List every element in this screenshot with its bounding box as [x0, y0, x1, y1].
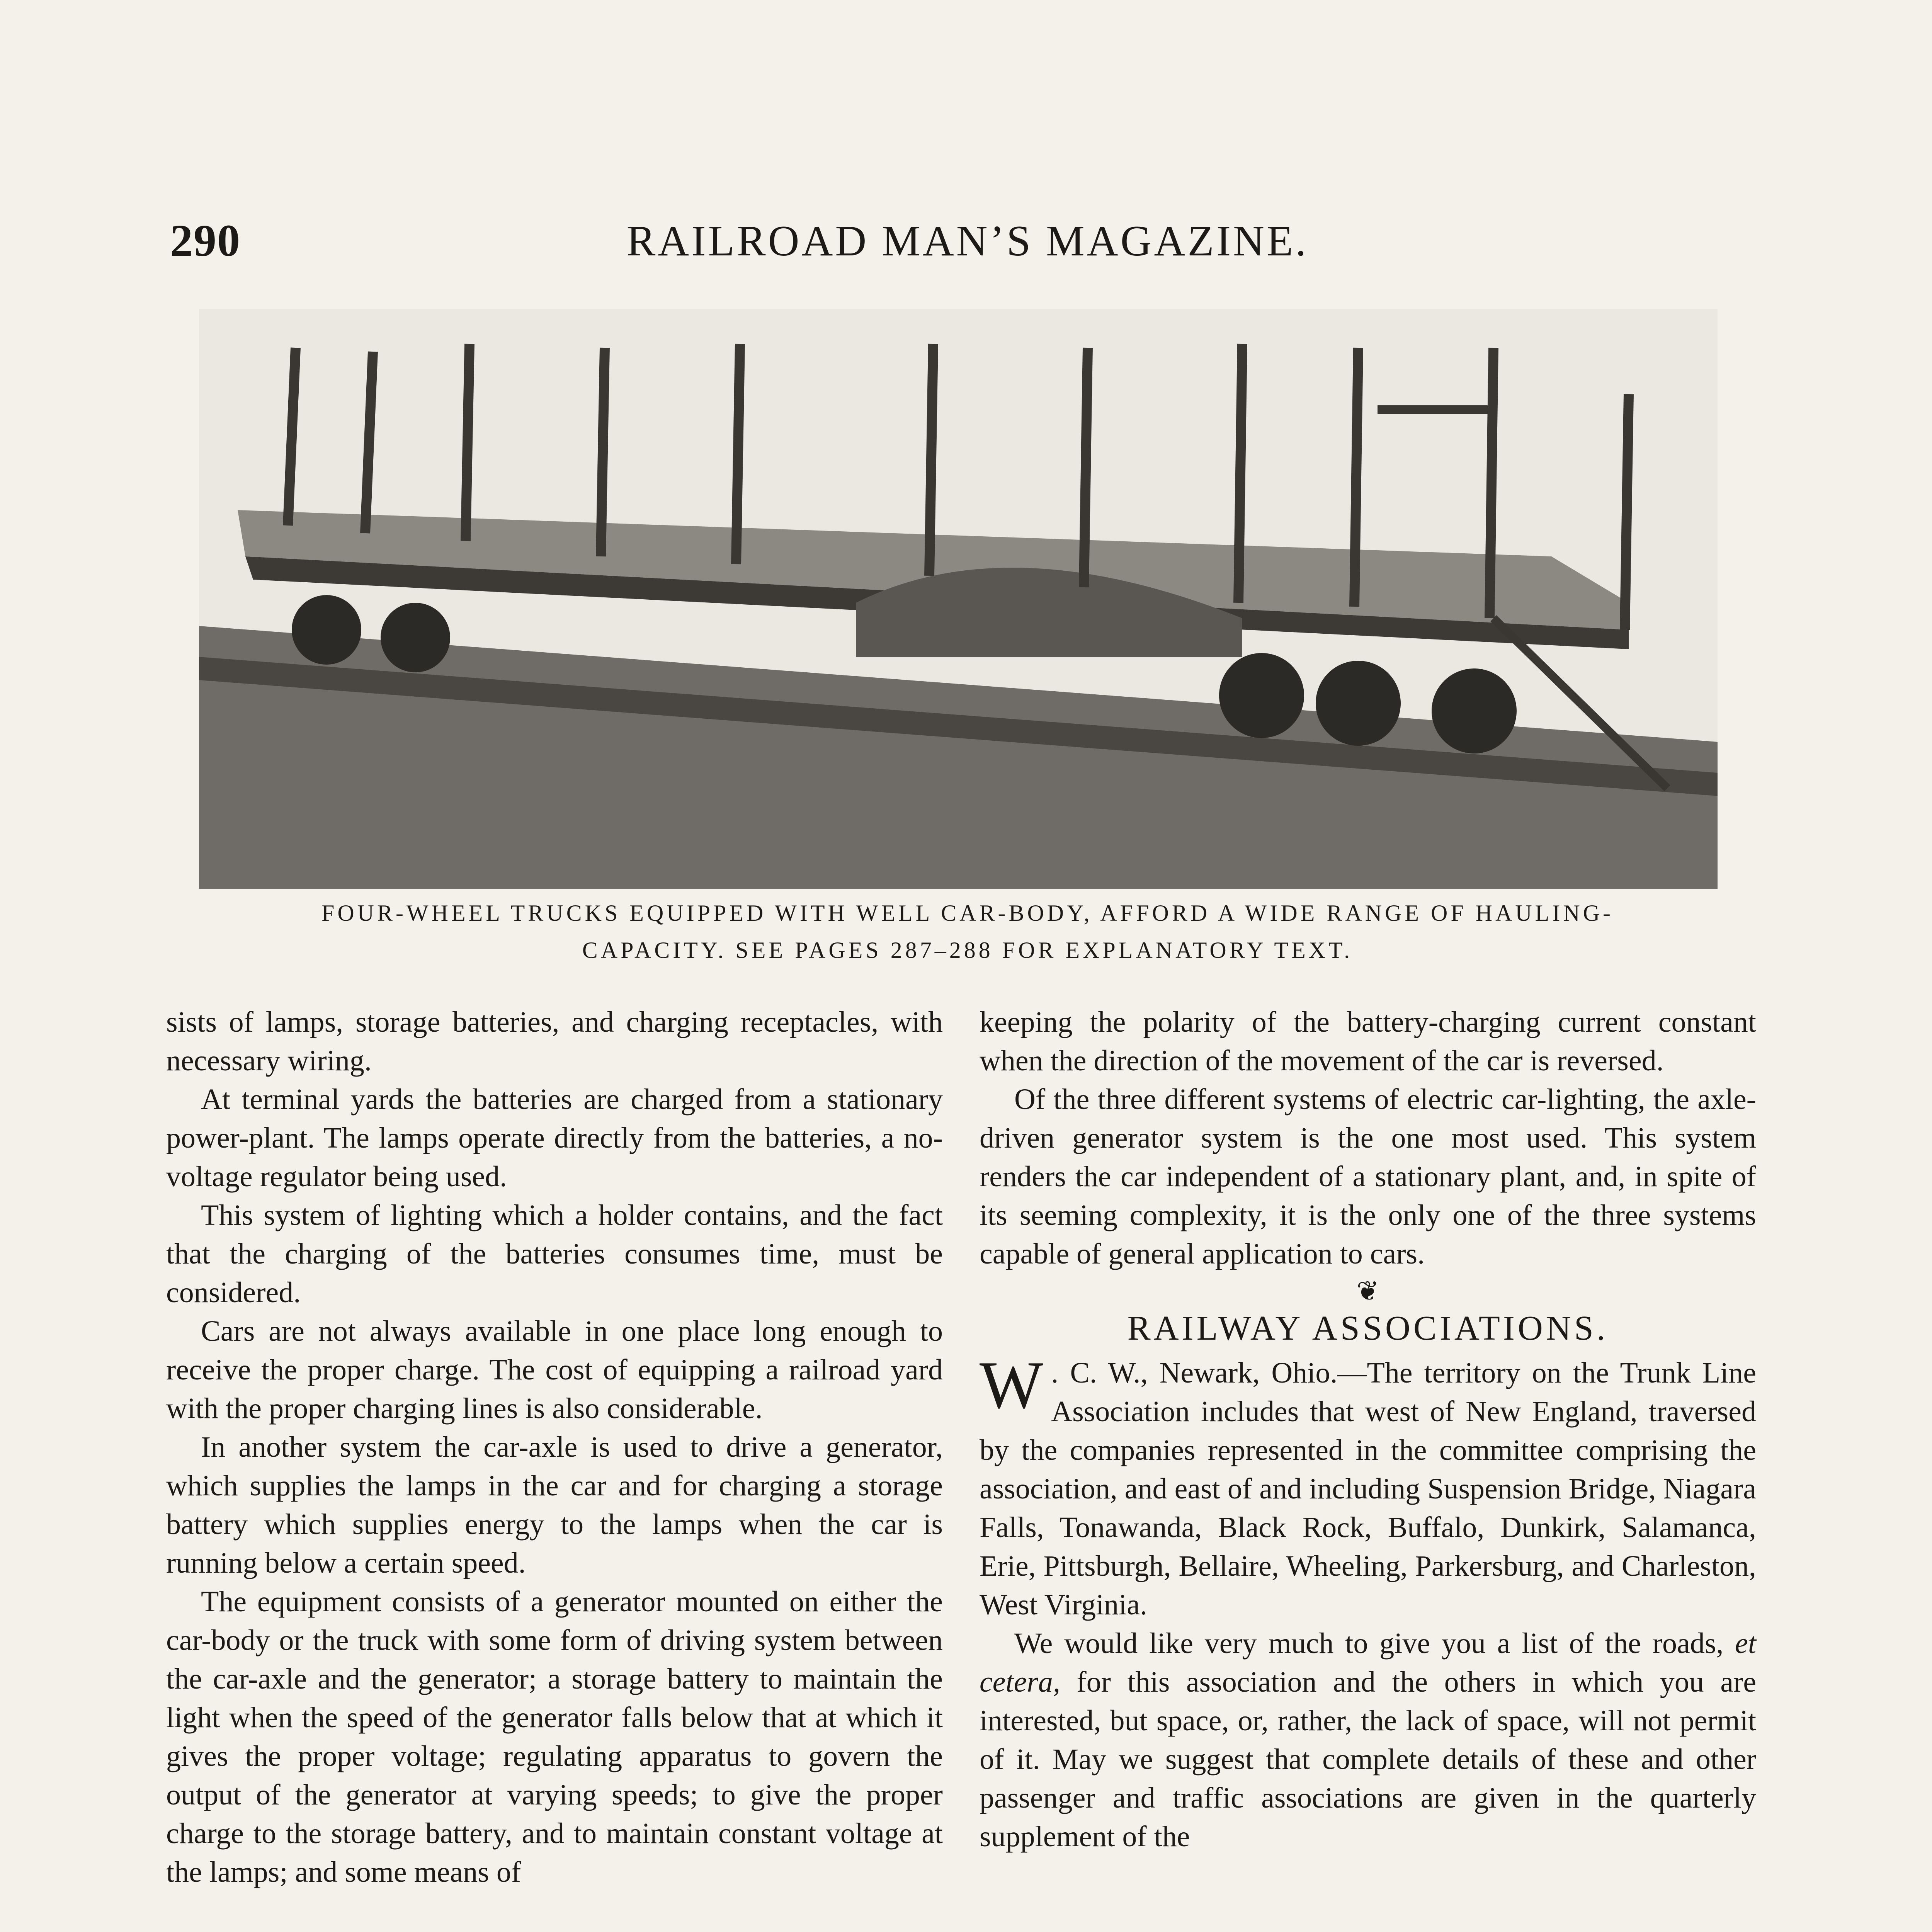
section-heading: RAILWAY ASSOCIATIONS.	[1127, 1309, 1609, 1347]
right-text-column	[980, 1003, 1756, 1856]
left-text-column	[166, 1003, 943, 1891]
drop-cap: W	[980, 1347, 1044, 1422]
well-car-illustration	[199, 309, 1718, 889]
page-number: 290	[170, 215, 241, 266]
top-caption-line-2: CAPACITY. SEE PAGES 287–288 FOR EXPLANATORY TEXT.	[582, 937, 1353, 963]
well-car-photo	[199, 309, 1718, 889]
top-figure-caption	[0, 895, 1932, 969]
paragraph-text: We would like very much to give you a list of the roads,	[1014, 1627, 1735, 1660]
paragraph: The equipment consists of a generator mounted on either the car-body or the truck with some form of driving system between the car-axle and the generator; a storage battery to maintain the light when the speed of the generator falls below that at which it gives the proper voltage; regulating apparatus to govern the output of the generator at varying speeds; to give the proper charge to the storage battery, and to maintain constant voltage at the lamps; and some means of	[166, 1585, 943, 1888]
paragraph-text: for this association and the others in which you are interested, but space, or, rather, the lack of space, will not permit of it. May we suggest that complete details of these and other passenger and traffic associations are given in the quarterly supplement of the	[980, 1666, 1756, 1853]
ornament-icon: ❦	[1356, 1277, 1379, 1306]
paragraph: This system of lighting which a holder contains, and the fact that the charging of the batteries consumes time, must be considered.	[166, 1199, 943, 1309]
section-first-paragraph	[980, 1347, 1756, 1624]
paragraph: Cars are not always available in one place long enough to receive the proper charge. The cost of equipping a railroad yard with the proper charging lines is also considerable.	[166, 1315, 943, 1425]
paragraph: keeping the polarity of the battery-charging current constant when the direction of the movement of the car is reversed.	[980, 1006, 1756, 1077]
running-head: RAILROAD MAN’S MAGAZINE.	[626, 217, 1309, 265]
section-first-paragraph-text: . C. W., Newark, Ohio.—The territory on the Trunk Line Association includes that west of New England, traversed by the companies represented in the committee comprising the association, and east of and including Suspension Bridge, Niagara Falls, Tonawanda, Black Rock, Buffalo, Dunkirk, Salamanca, Erie, Pittsburgh, Bellaire, Wheeling, Parkersburg, and Charleston, West Virginia.	[980, 1357, 1756, 1621]
paragraph	[980, 1624, 1756, 1856]
paragraph: At terminal yards the batteries are charged from a stationary power-plant. The lamps operate directly from the batteries, a no-voltage regulator being used.	[166, 1083, 943, 1193]
paragraph: sists of lamps, storage batteries, and charging receptacles, with necessary wiring.	[166, 1006, 943, 1077]
paragraph: Of the three different systems of electric car-lighting, the axle-driven generator system is the one most used. This system renders the car independent of a stationary plant, and, in spite of its seeming complexity, it is the only one of the three systems capable of general application to cars.	[980, 1083, 1756, 1270]
top-caption-line-1: FOUR-WHEEL TRUCKS EQUIPPED WITH WELL CAR-BODY, AFFORD A WIDE RANGE OF HAULING-	[321, 900, 1614, 926]
paragraph: In another system the car-axle is used to drive a generator, which supplies the lamps in the car and for charging a storage battery which supplies energy to the lamps when the car is running below a certain speed.	[166, 1431, 943, 1579]
italic-phrase: et cetera,	[980, 1627, 1756, 1698]
